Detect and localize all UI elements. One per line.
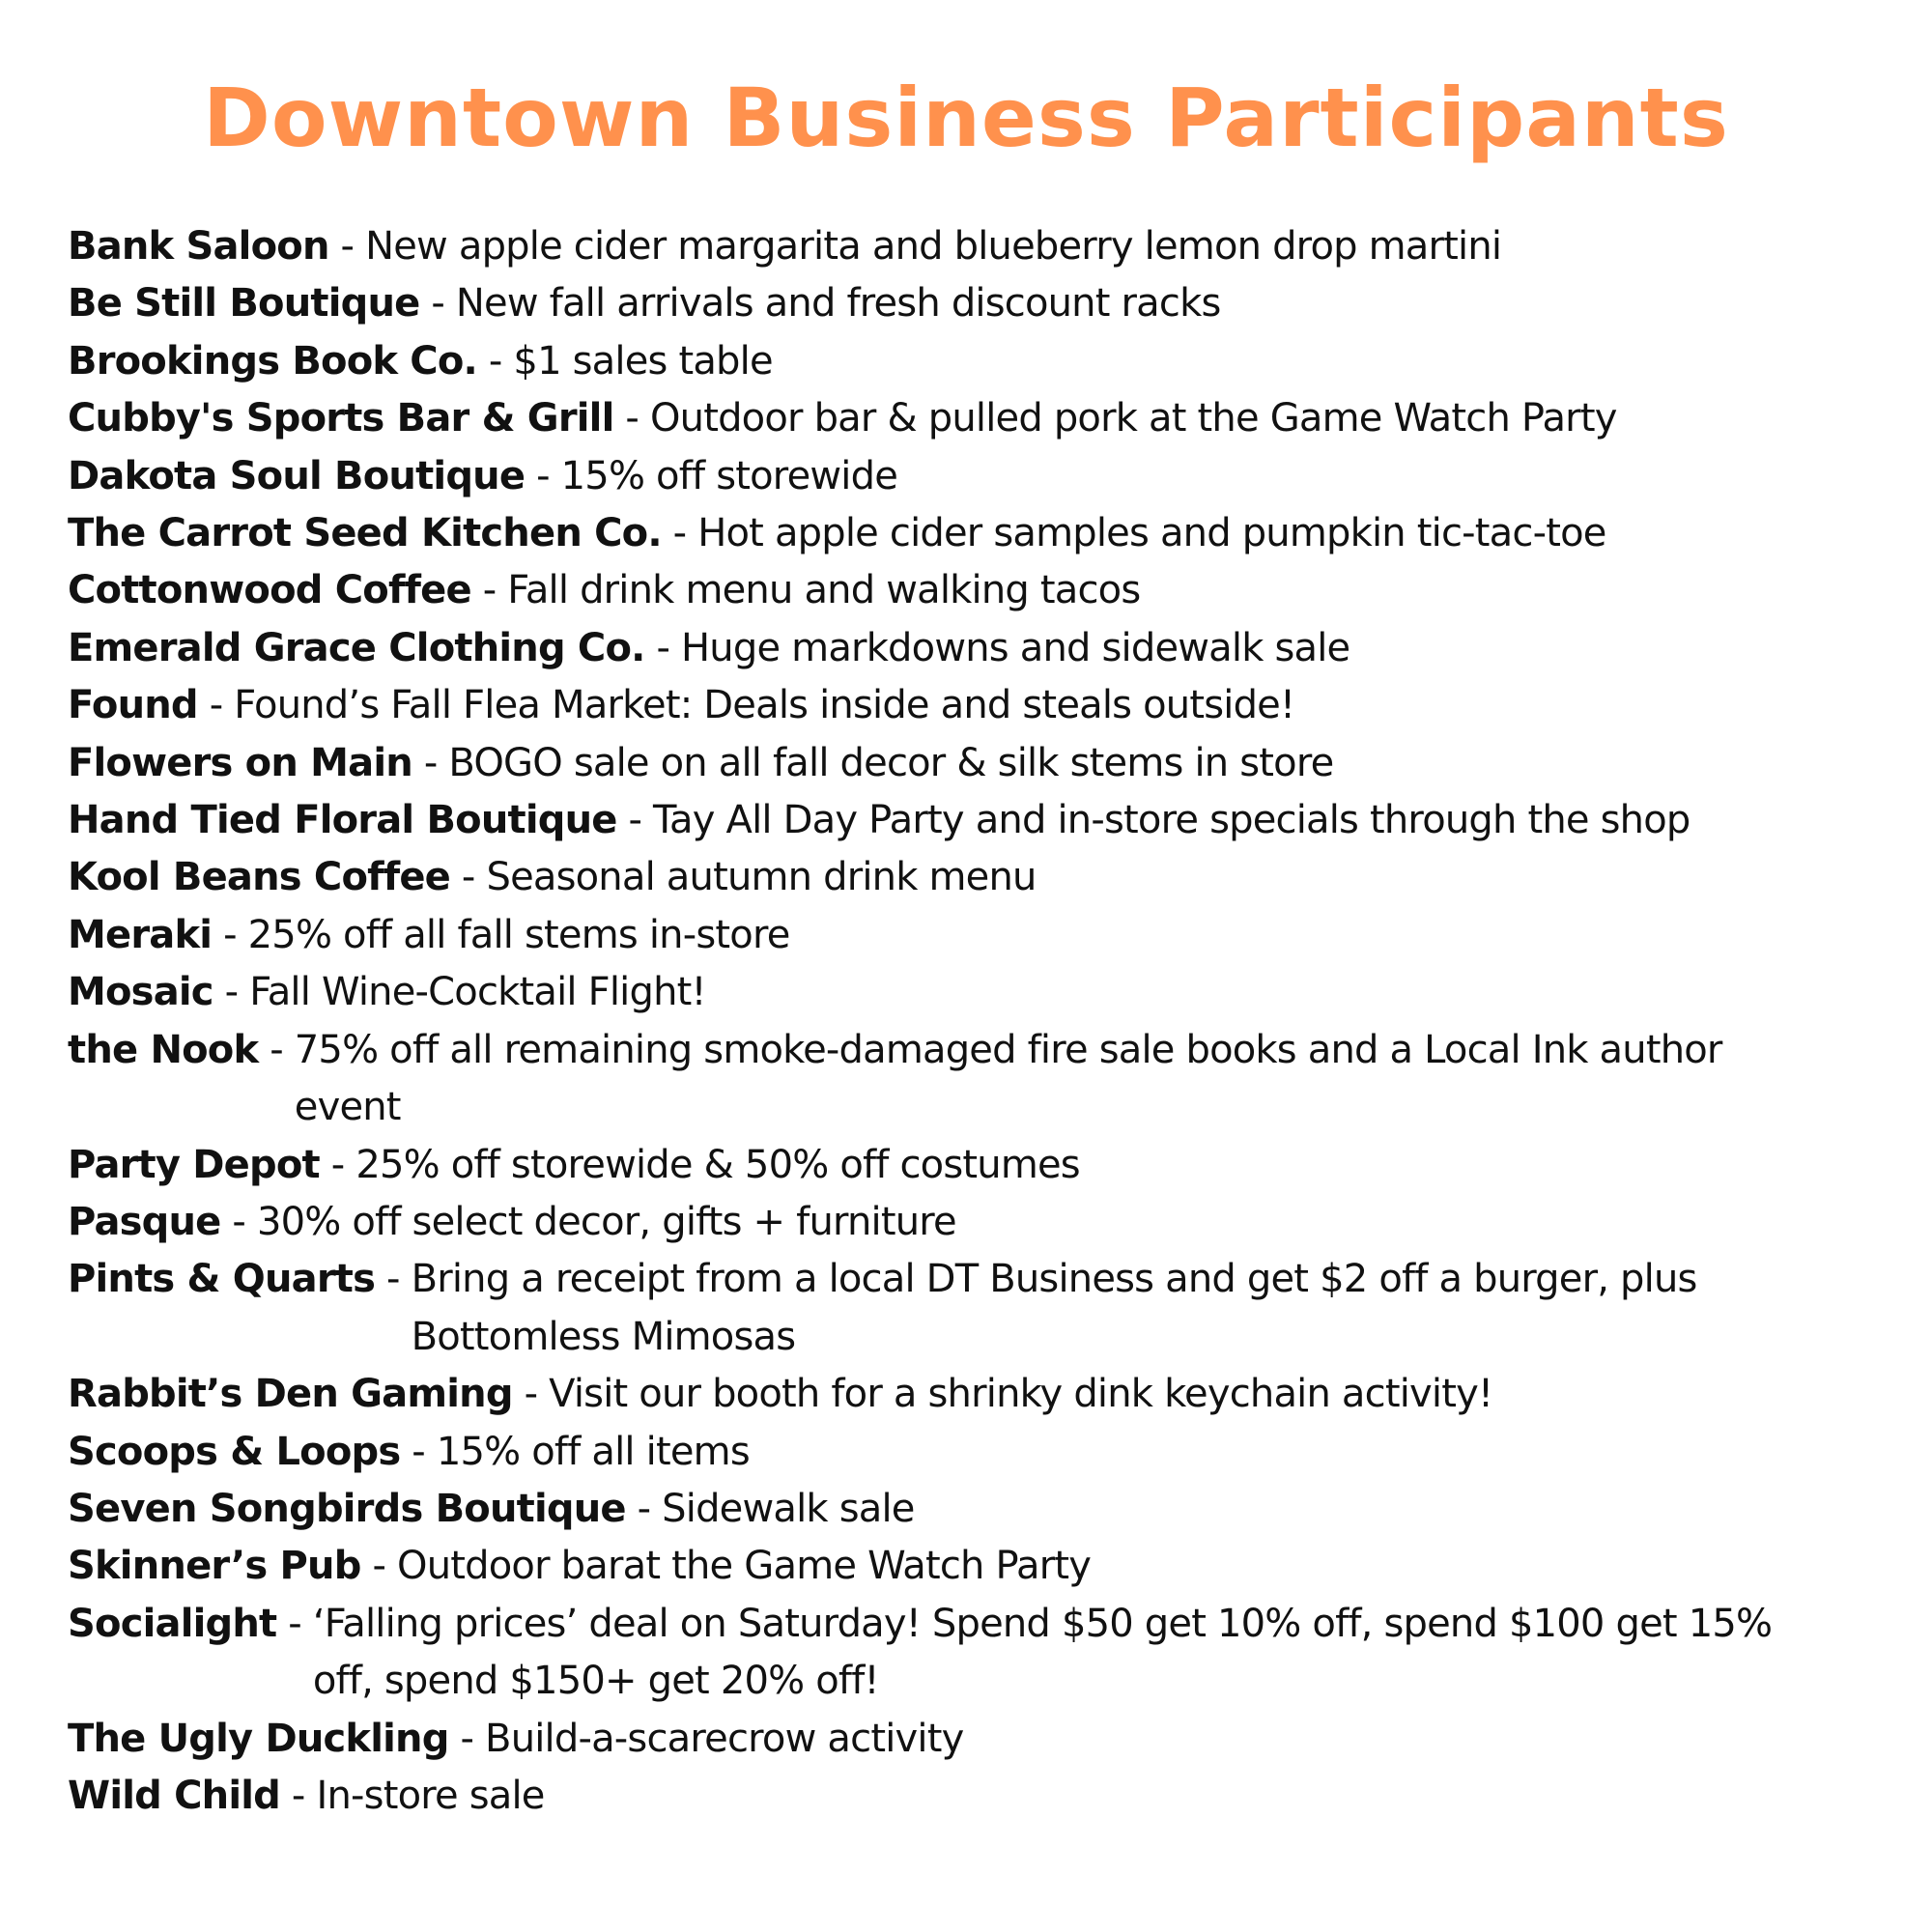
separator: - xyxy=(419,281,456,327)
list-item xyxy=(68,218,1903,275)
list-item xyxy=(68,907,1903,964)
business-name: Meraki xyxy=(68,912,213,957)
separator: - xyxy=(328,224,366,269)
business-offer: In-store sale xyxy=(316,1773,545,1818)
business-name: Hand Tied Floral Boutique xyxy=(68,798,617,843)
business-offer: Bring a receipt from a local DT Business and get $2 off a burger, plus Bottomless Mimosas xyxy=(411,1257,1697,1359)
business-name: Party Depot xyxy=(68,1142,320,1187)
business-name: Flowers on Main xyxy=(68,740,412,785)
list-item xyxy=(68,275,1903,332)
participant-list xyxy=(68,218,1903,1825)
business-offer: BOGO sale on all fall decor & silk stems in store xyxy=(448,740,1334,785)
separator: - xyxy=(258,1027,295,1072)
list-item xyxy=(68,1366,1903,1423)
list-item xyxy=(68,792,1903,849)
list-item xyxy=(68,1596,1903,1711)
business-name: Cubby's Sports Bar & Grill xyxy=(68,396,614,441)
business-offer: Found’s Fall Flea Market: Deals inside and steals outside! xyxy=(234,683,1295,728)
business-offer: ‘Falling prices’ deal on Saturday! Spend $50 get 10% off, spend $100 get 15% off, spend $150+ get 20% off! xyxy=(312,1601,1773,1704)
business-name: Seven Songbirds Boutique xyxy=(68,1486,626,1531)
separator: - xyxy=(412,740,449,785)
business-offer: 15% off storewide xyxy=(560,453,898,498)
separator: - xyxy=(276,1601,313,1646)
list-item xyxy=(68,1022,1903,1137)
separator: - xyxy=(613,396,650,441)
business-offer: New apple cider margarita and blueberry lemon drop martini xyxy=(365,224,1502,269)
list-item xyxy=(68,562,1903,619)
business-name: Dakota Soul Boutique xyxy=(68,453,526,498)
list-item xyxy=(68,677,1903,734)
business-name: Rabbit’s Den Gaming xyxy=(68,1372,513,1417)
business-name: Brookings Book Co. xyxy=(68,338,477,384)
separator: - xyxy=(375,1257,412,1302)
list-item xyxy=(68,620,1903,677)
separator: - xyxy=(280,1773,317,1818)
business-offer: Fall drink menu and walking tacos xyxy=(507,568,1141,613)
business-offer: 30% off select decor, gifts + furniture xyxy=(256,1199,956,1244)
business-offer: Tay All Day Party and in-store specials through the shop xyxy=(653,798,1690,843)
list-item xyxy=(68,390,1903,447)
list-item xyxy=(68,1251,1903,1366)
list-item xyxy=(68,1538,1903,1595)
business-offer: Fall Wine-Cocktail Flight! xyxy=(249,970,706,1015)
separator: - xyxy=(213,970,250,1015)
business-offer: $1 sales table xyxy=(513,338,773,384)
separator: - xyxy=(644,625,682,670)
separator: - xyxy=(197,683,235,728)
list-item xyxy=(68,735,1903,792)
separator: - xyxy=(661,511,698,556)
separator: - xyxy=(470,568,508,613)
list-item xyxy=(68,1194,1903,1251)
business-offer: Sidewalk sale xyxy=(662,1486,915,1531)
list-item xyxy=(68,1711,1903,1768)
list-item xyxy=(68,1768,1903,1825)
list-item xyxy=(68,1481,1903,1538)
business-offer: New fall arrivals and fresh discount racks xyxy=(455,281,1221,327)
business-name: Wild Child xyxy=(68,1773,280,1818)
list-item xyxy=(68,849,1903,906)
business-name: Scoops & Loops xyxy=(68,1429,401,1474)
business-name: Be Still Boutique xyxy=(68,281,420,327)
separator: - xyxy=(512,1372,550,1417)
business-name: Pints & Quarts xyxy=(68,1257,376,1302)
business-name: The Carrot Seed Kitchen Co. xyxy=(68,511,662,556)
separator: - xyxy=(212,912,248,957)
business-name: Pasque xyxy=(68,1199,221,1244)
business-name: Bank Saloon xyxy=(68,224,329,269)
separator: - xyxy=(220,1199,257,1244)
separator: - xyxy=(360,1544,398,1589)
business-offer: Visit our booth for a shrinky dink keychain activity! xyxy=(549,1372,1493,1417)
list-item xyxy=(68,505,1903,562)
business-offer: Huge markdowns and sidewalk sale xyxy=(681,625,1350,670)
business-name: Found xyxy=(68,683,198,728)
separator: - xyxy=(450,855,487,900)
business-offer: Hot apple cider samples and pumpkin tic-tac-toe xyxy=(697,511,1606,556)
list-item xyxy=(68,448,1903,505)
business-offer: Outdoor bar & pulled pork at the Game Watch Party xyxy=(649,396,1617,441)
separator: - xyxy=(476,338,514,384)
separator: - xyxy=(448,1716,486,1761)
separator: - xyxy=(625,1486,663,1531)
list-item xyxy=(68,1424,1903,1481)
business-name: The Ugly Duckling xyxy=(68,1716,449,1761)
separator: - xyxy=(525,453,561,498)
separator: - xyxy=(400,1429,437,1474)
business-offer: 25% off all fall stems in-store xyxy=(247,912,790,957)
separator: - xyxy=(616,798,654,843)
separator: - xyxy=(319,1142,356,1187)
business-name: the Nook xyxy=(68,1027,259,1072)
list-item xyxy=(68,1137,1903,1194)
business-offer: Build-a-scarecrow activity xyxy=(485,1716,964,1761)
business-offer: Outdoor barat the Game Watch Party xyxy=(397,1544,1092,1589)
business-name: Mosaic xyxy=(68,970,213,1015)
business-offer: 25% off storewide & 50% off costumes xyxy=(355,1142,1080,1187)
business-name: Cottonwood Coffee xyxy=(68,568,471,613)
business-name: Skinner’s Pub xyxy=(68,1544,361,1589)
business-name: Kool Beans Coffee xyxy=(68,855,451,900)
business-offer: 75% off all remaining smoke-damaged fire sale books and a Local Ink author event xyxy=(294,1027,1722,1130)
list-item xyxy=(68,333,1903,390)
page-title: Downtown Business Participants xyxy=(203,71,1729,165)
business-offer: 15% off all items xyxy=(436,1429,750,1474)
business-name: Socialight xyxy=(68,1601,277,1646)
list-item xyxy=(68,964,1903,1021)
business-offer: Seasonal autumn drink menu xyxy=(486,855,1037,900)
business-name: Emerald Grace Clothing Co. xyxy=(68,625,645,670)
